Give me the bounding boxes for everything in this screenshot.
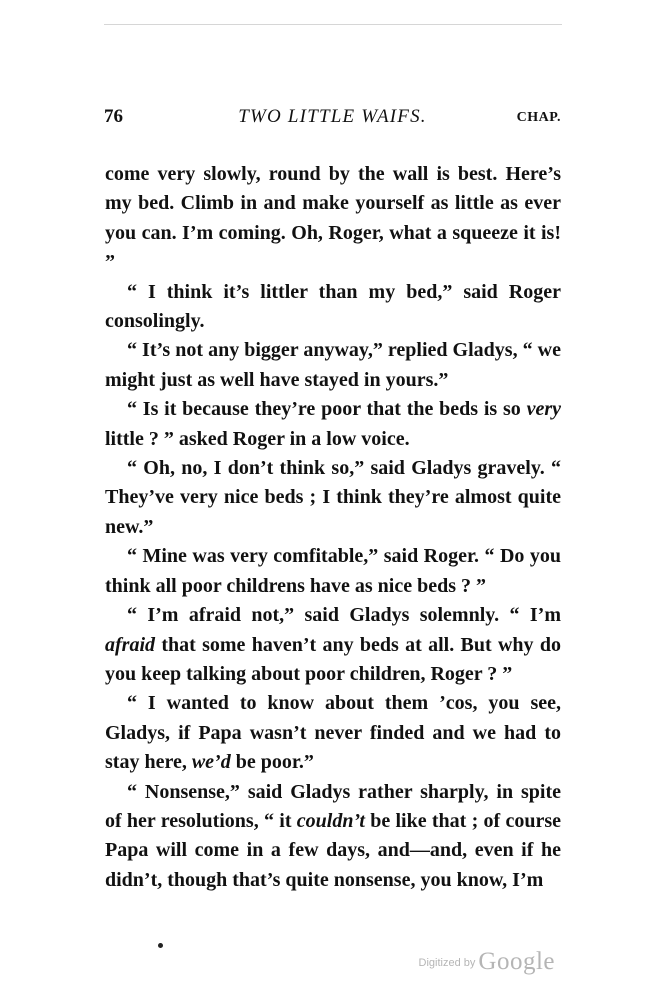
paragraph — [105, 395, 561, 454]
text-run: “ I wanted to know about them ’cos, you see, Gladys, if Papa wasn’t never finded and we had to stay here, — [105, 692, 561, 774]
paragraph — [105, 278, 561, 337]
paragraph — [105, 601, 561, 689]
digitized-watermark — [419, 948, 555, 978]
text-run: “ It’s not any bigger anyway,” replied Gladys, “ we might just as well have stayed in yours.” — [105, 339, 561, 391]
text-run: “ Mine was very comfitable,” said Roger. “ Do you think all poor childrens have as nice beds ? ” — [105, 545, 561, 597]
text-run: “ Oh, no, I don’t think so,” said Gladys gravely. “ They’ve very nice beds ; I think they’re almost quite new.” — [105, 457, 561, 538]
google-logo: Google — [478, 948, 555, 975]
page-number: 76 — [104, 106, 123, 127]
book-title: TWO LITTLE WAIFS. — [238, 106, 427, 127]
emphasis-text: afraid — [105, 633, 155, 656]
paragraph — [105, 778, 561, 896]
paragraph — [105, 336, 561, 395]
running-head — [104, 104, 561, 130]
text-run: that some haven’t any beds at all. But why do you keep talking about poor children, Roger ? ” — [105, 633, 561, 685]
text-run: “ I think it’s littler than my bed,” said Roger consolingly. — [105, 280, 561, 333]
digitized-by-label: Digitized by — [418, 957, 476, 969]
text-run: little ? ” asked Roger in a low voice. — [105, 427, 410, 450]
text-run: be like that ; of course Papa will come in a few days, and—and, even if he didn’t, though that’s quite nonsense, you know, I’m — [105, 809, 561, 891]
paragraph — [105, 689, 561, 777]
chapter-label: CHAP. — [516, 110, 561, 125]
paragraph — [105, 454, 561, 542]
ink-speck — [158, 943, 163, 948]
emphasis-text: couldn’t — [296, 809, 365, 832]
text-run: “ Nonsense,” said Gladys rather sharply, in spite of her resolutions, “ it — [105, 780, 561, 832]
scan-edge-rule — [104, 24, 562, 25]
emphasis-text: very — [526, 398, 561, 421]
text-run: “ Is it because they’re poor that the beds is so — [127, 398, 527, 421]
paragraph — [105, 542, 561, 601]
text-run: be poor.” — [230, 751, 314, 774]
paragraph-continued — [105, 160, 561, 278]
text-run: come very slowly, round by the wall is best. Here’s my bed. Climb in and make yourself as little as ever you can. I’m coming. Oh, Roger, what a squeeze it is! ” — [105, 163, 561, 274]
body-text — [105, 160, 561, 895]
emphasis-text: we’d — [191, 751, 231, 774]
text-run: “ I’m afraid not,” said Gladys solemnly. “ I’m — [127, 604, 561, 627]
